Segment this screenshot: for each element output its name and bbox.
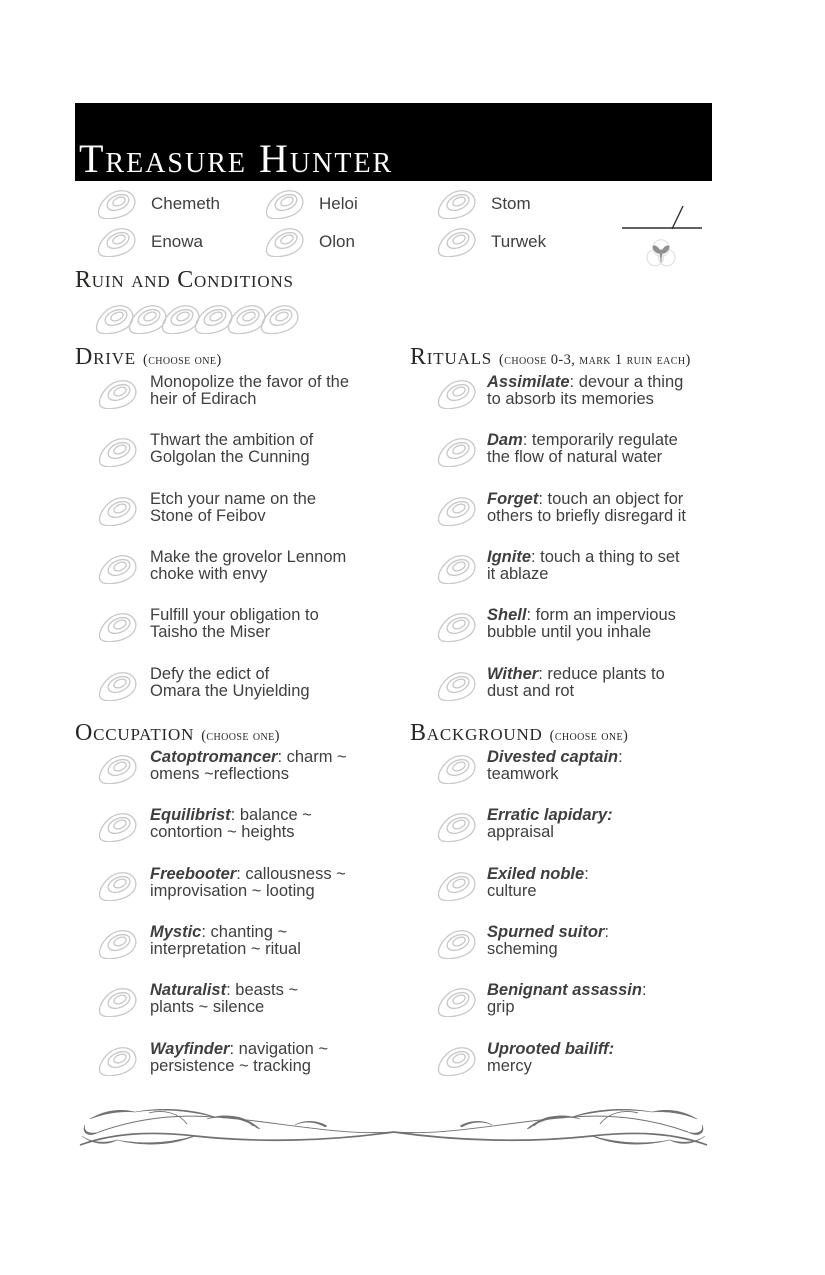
- background-option-text: [487, 924, 609, 958]
- score-tally-field[interactable]: [620, 202, 704, 232]
- name-label: Olon: [319, 231, 355, 251]
- gem-checkbox-icon[interactable]: [437, 670, 477, 701]
- ritual-desc: : form an impervious: [526, 606, 676, 625]
- occupation-options-list: [75, 749, 405, 1099]
- occupation-option-line1: [150, 807, 312, 824]
- background-option-line1: [487, 1041, 614, 1058]
- drive-option-text: [150, 549, 346, 583]
- name-label: Stom: [491, 193, 531, 213]
- drive-option-text: [150, 666, 310, 700]
- occupation-option-line1: [150, 924, 301, 941]
- occupation-option-line2: persistence ~ tracking: [150, 1056, 311, 1075]
- background-options-list: [410, 749, 712, 1099]
- name-option: [437, 226, 546, 257]
- ritual-option: [410, 666, 712, 724]
- occupation-subtitle: (choose one): [201, 728, 280, 744]
- rituals-subtitle: (choose 0-3, mark 1 ruin each): [499, 352, 691, 368]
- occupation-option-line1: [150, 982, 298, 999]
- ritual-option-text: [487, 374, 683, 408]
- occupation-option-line1: [150, 1041, 328, 1058]
- occupation-option-line1: [150, 866, 346, 883]
- occupation-option: [75, 1041, 405, 1099]
- ritual-term: Forget: [487, 489, 539, 508]
- background-heading: Background: [410, 720, 543, 746]
- ritual-term: Dam: [487, 431, 523, 450]
- background-term: Spurned suitor: [487, 922, 605, 941]
- drive-option-line1: Defy the edict of: [150, 664, 270, 683]
- drive-option: [75, 549, 405, 607]
- background-option-line2: scheming: [487, 939, 558, 958]
- drive-option-text: [150, 432, 313, 466]
- occupation-term: Wayfinder: [150, 1039, 230, 1058]
- class-title: Treasure Hunter: [79, 136, 394, 181]
- gem-checkbox-icon[interactable]: [98, 928, 138, 959]
- background-option-line1: [487, 807, 613, 824]
- occupation-desc: : charm ~: [277, 748, 347, 766]
- gem-checkbox-icon[interactable]: [98, 495, 138, 526]
- gem-checkbox-icon[interactable]: [265, 226, 305, 257]
- background-option-line1: [487, 982, 647, 999]
- occupation-option-text: [150, 807, 312, 841]
- occupation-term: Mystic: [150, 922, 202, 941]
- drive-option-line2: choke with envy: [150, 564, 268, 583]
- ritual-term: Shell: [487, 606, 527, 625]
- ritual-option-line1: [487, 607, 676, 624]
- gem-checkbox-icon[interactable]: [437, 753, 477, 784]
- ritual-option-line2: dust and rot: [487, 681, 575, 700]
- background-option-text: [487, 1041, 614, 1075]
- occupation-option-line2: omens ~reflections: [150, 765, 289, 783]
- drive-option-text: [150, 607, 319, 641]
- ritual-option: [410, 607, 712, 665]
- gem-checkbox-icon[interactable]: [437, 1045, 477, 1076]
- occupation-option-line2: plants ~ silence: [150, 998, 265, 1017]
- ritual-desc: : devour a thing: [569, 373, 684, 391]
- drive-option-line2: Stone of Feibov: [150, 506, 266, 525]
- gem-checkbox-icon[interactable]: [98, 378, 138, 409]
- background-option-line2: culture: [487, 881, 537, 900]
- drive-option: [75, 666, 405, 724]
- occupation-option: [75, 924, 405, 982]
- drive-option-line1: Fulfill your obligation to: [150, 606, 319, 625]
- ritual-option-line2: bubble until you inhale: [487, 623, 652, 642]
- ritual-desc: : temporarily regulate: [522, 431, 678, 450]
- drive-heading: Drive: [75, 344, 136, 370]
- ritual-option-text: [487, 607, 676, 641]
- gem-checkbox-icon[interactable]: [98, 870, 138, 901]
- background-option-text: [487, 982, 647, 1016]
- name-option: [97, 226, 203, 257]
- drive-option-line2: Taisho the Miser: [150, 623, 271, 642]
- ritual-term: Ignite: [487, 547, 531, 566]
- name-label: Chemeth: [151, 193, 220, 213]
- occupation-term: Catoptromancer: [150, 748, 278, 766]
- occupation-option: [75, 982, 405, 1040]
- background-term: Uprooted bailiff:: [487, 1039, 615, 1058]
- occupation-option-line2: contortion ~ heights: [150, 823, 295, 842]
- background-option-line2: mercy: [487, 1056, 532, 1075]
- name-option: [97, 188, 220, 219]
- background-term: Divested captain: [487, 748, 619, 766]
- background-option: [410, 866, 712, 924]
- ritual-desc: : reduce plants to: [538, 664, 665, 683]
- gem-checkbox-icon[interactable]: [98, 436, 138, 467]
- drive-option-text: [150, 491, 316, 525]
- drive-option: [75, 432, 405, 490]
- drive-option-line1: Etch your name on the: [150, 489, 317, 508]
- rituals-section-heading: [410, 345, 691, 369]
- name-label: Turwek: [491, 231, 547, 251]
- background-option-line2: appraisal: [487, 823, 554, 842]
- occupation-desc: : balance ~: [230, 806, 312, 825]
- gem-checkbox-icon[interactable]: [97, 226, 137, 257]
- gem-checkbox-icon[interactable]: [437, 188, 477, 219]
- occupation-heading: Occupation: [75, 720, 195, 746]
- drive-option-line1: Monopolize the favor of the: [150, 373, 350, 391]
- background-option: [410, 924, 712, 982]
- gem-checkbox-icon[interactable]: [437, 986, 477, 1017]
- ritual-term: Wither: [487, 664, 539, 683]
- occupation-option-line2: improvisation ~ looting: [150, 881, 315, 900]
- ritual-desc: : touch an object for: [538, 489, 684, 508]
- drive-option-text: [150, 374, 349, 408]
- occupation-option: [75, 807, 405, 865]
- gem-checkbox-icon[interactable]: [437, 495, 477, 526]
- drive-subtitle: (choose one): [143, 352, 222, 368]
- background-desc: :: [604, 922, 609, 941]
- drive-options-list: [75, 374, 405, 724]
- ruin-track: [95, 303, 293, 334]
- occupation-desc: : chanting ~: [201, 922, 288, 941]
- drive-option: [75, 374, 405, 432]
- background-desc: :: [584, 864, 589, 883]
- gem-checkbox-icon[interactable]: [98, 753, 138, 784]
- name-label: Enowa: [151, 231, 203, 251]
- occupation-term: Freebooter: [150, 864, 237, 883]
- gem-checkbox-icon[interactable]: [97, 188, 137, 219]
- gem-checkbox-icon[interactable]: [98, 1045, 138, 1076]
- name-option: [265, 226, 355, 257]
- gem-checkbox-icon[interactable]: [437, 611, 477, 642]
- gem-checkbox-icon[interactable]: [437, 811, 477, 842]
- drive-section-heading: [75, 345, 222, 369]
- gem-checkbox-icon[interactable]: [98, 811, 138, 842]
- flourish-divider: [75, 1105, 712, 1150]
- trefoil-gem-icon: [644, 237, 678, 271]
- drive-option-line2: Golgolan the Cunning: [150, 448, 310, 467]
- ritual-option-line1: [487, 549, 680, 566]
- occupation-option: [75, 866, 405, 924]
- background-section-heading: [410, 721, 628, 745]
- ritual-option-line2: to absorb its memories: [487, 390, 654, 408]
- background-option: [410, 807, 712, 865]
- background-option-line1: [487, 924, 609, 941]
- ritual-option-line1: [487, 666, 665, 683]
- ritual-desc: : touch a thing to set: [531, 547, 680, 566]
- background-option-line2: teamwork: [487, 765, 559, 783]
- gem-checkbox-icon[interactable]: [437, 928, 477, 959]
- gem-checkbox-icon[interactable]: [98, 670, 138, 701]
- background-option: [410, 749, 712, 807]
- occupation-term: Naturalist: [150, 981, 227, 1000]
- ruin-slot-gem-icon[interactable]: [260, 303, 300, 334]
- background-option: [410, 982, 712, 1040]
- ritual-options-list: [410, 374, 712, 724]
- background-term: Benignant assassin: [487, 981, 642, 1000]
- occupation-option-line2: interpretation ~ ritual: [150, 939, 301, 958]
- gem-checkbox-icon[interactable]: [437, 553, 477, 584]
- name-option: [437, 188, 531, 219]
- occupation-desc: : beasts ~: [226, 981, 299, 1000]
- rituals-heading: Rituals: [410, 344, 493, 370]
- background-term: Erratic lapidary:: [487, 806, 613, 825]
- occupation-option-text: [150, 749, 347, 783]
- occupation-option-text: [150, 866, 346, 900]
- background-option-line1: [487, 866, 589, 883]
- drive-option-line2: heir of Edirach: [150, 390, 257, 408]
- gem-checkbox-icon[interactable]: [98, 986, 138, 1017]
- background-option-text: [487, 807, 613, 841]
- ruin-section-heading: [75, 268, 294, 292]
- ruin-heading: Ruin and Conditions: [75, 267, 294, 293]
- occupation-option: [75, 749, 405, 807]
- background-desc: :: [641, 981, 647, 1000]
- occupation-desc: : navigation ~: [229, 1039, 329, 1058]
- drive-option: [75, 491, 405, 549]
- ritual-option-line2: others to briefly disregard it: [487, 506, 687, 525]
- ritual-option-line1: [487, 374, 683, 391]
- class-banner: [75, 103, 712, 181]
- ritual-option-text: [487, 491, 686, 525]
- background-option-text: [487, 866, 589, 900]
- ritual-option-line1: [487, 491, 686, 508]
- gem-checkbox-icon[interactable]: [98, 553, 138, 584]
- drive-option: [75, 607, 405, 665]
- ritual-term: Assimilate: [487, 373, 570, 391]
- occupation-option-line1: [150, 749, 347, 766]
- ritual-option-text: [487, 666, 665, 700]
- drive-option-line1: Make the grovelor Lennom: [150, 547, 347, 566]
- ritual-option: [410, 374, 712, 432]
- occupation-option-text: [150, 1041, 328, 1075]
- ritual-option-text: [487, 549, 680, 583]
- gem-checkbox-icon[interactable]: [437, 226, 477, 257]
- background-term: Exiled noble: [487, 864, 585, 883]
- ritual-option-line1: [487, 432, 678, 449]
- background-option-line1: [487, 749, 623, 766]
- ritual-option-line2: it ablaze: [487, 564, 549, 583]
- ritual-option: [410, 432, 712, 490]
- gem-checkbox-icon[interactable]: [437, 870, 477, 901]
- ritual-option-text: [487, 432, 678, 466]
- ritual-option: [410, 491, 712, 549]
- occupation-section-heading: [75, 721, 280, 745]
- occupation-option-text: [150, 982, 298, 1016]
- gem-checkbox-icon[interactable]: [437, 436, 477, 467]
- ritual-option-line2: the flow of natural water: [487, 448, 663, 467]
- drive-option-line1: Thwart the ambition of: [150, 431, 314, 450]
- background-option-line2: grip: [487, 998, 515, 1017]
- occupation-option-text: [150, 924, 301, 958]
- ritual-option: [410, 549, 712, 607]
- background-subtitle: (choose one): [549, 728, 629, 744]
- gem-checkbox-icon[interactable]: [265, 188, 305, 219]
- gem-checkbox-icon[interactable]: [98, 611, 138, 642]
- gem-checkbox-icon[interactable]: [437, 378, 477, 409]
- occupation-desc: : callousness ~: [236, 864, 346, 883]
- drive-option-line2: Omara the Unyielding: [150, 681, 310, 700]
- name-option: [265, 188, 358, 219]
- background-option-text: [487, 749, 623, 783]
- occupation-term: Equilibrist: [150, 806, 231, 825]
- background-option: [410, 1041, 712, 1099]
- background-desc: :: [618, 748, 623, 766]
- name-label: Heloi: [319, 193, 358, 213]
